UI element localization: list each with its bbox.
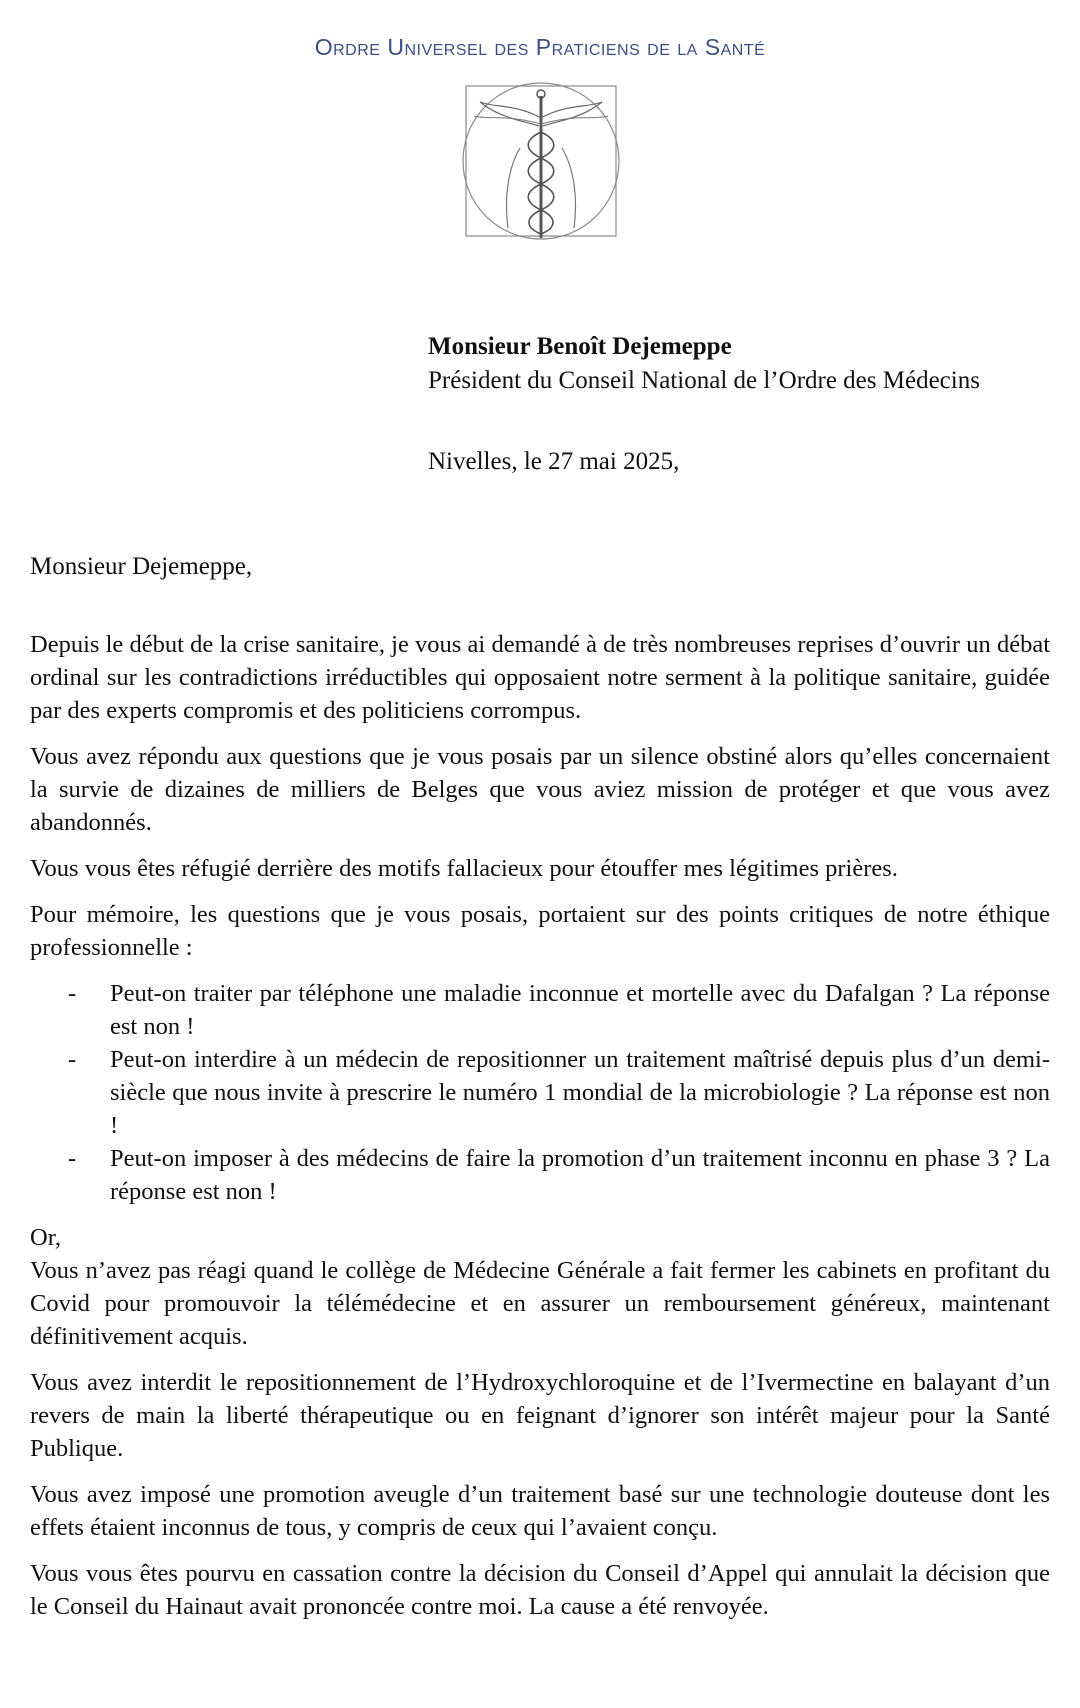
bullet-dash: - — [68, 980, 77, 1007]
bullet-dash: - — [68, 1046, 77, 1073]
question-text: Peut-on imposer à des médecins de faire la promotion d’un traitement inconnu en phase 3 ? La réponse est non ! — [110, 1145, 1050, 1205]
paragraph: Vous vous êtes pourvu en cassation contre la décision du Conseil d’Appel qui annulait la décision que le Conseil du Hainaut avait prononcée contre moi. La cause a été renvoyée. — [30, 1560, 1050, 1620]
paragraph: Vous n’avez pas réagi quand le collège de Médecine Générale a fait fermer les cabinets en profitant du Covid pour promouvoir la télémédecine et en assurer un remboursement généreux, maintenant définitivement acquis. — [30, 1257, 1050, 1350]
bullet-dash: - — [68, 1145, 77, 1172]
question-text: Peut-on traiter par téléphone une maladie inconnue et mortelle avec du Dafalgan ? La réponse est non ! — [110, 980, 1050, 1040]
question-text: Peut-on interdire à un médecin de repositionner un traitement maîtrisé depuis plus d’un demi-siècle que nous invite à prescrire le numéro 1 mondial de la microbiologie ? La réponse est non ! — [110, 1046, 1050, 1139]
list-item — [30, 1043, 1050, 1142]
recipient-name: Monsieur Benoît Dejemeppe — [428, 333, 732, 360]
caduceus-vitruvian-icon — [458, 78, 624, 244]
questions-list — [30, 977, 1050, 1208]
organization-header: Ordre Universel des Praticiens de la Santé — [314, 34, 766, 60]
paragraph: Vous avez interdit le repositionnement de l’Hydroxychloroquine et de l’Ivermectine en balayant d’un revers de main la liberté thérapeutique ou en feignant d’ignorer son intérêt majeur pour la Santé Publique. — [30, 1369, 1050, 1462]
paragraph: Vous vous êtes réfugié derrière des motifs fallacieux pour étouffer mes légitimes prières. — [30, 855, 898, 882]
recipient-title: Président du Conseil National de l’Ordre des Médecins — [428, 367, 980, 394]
paragraph: Vous avez imposé une promotion aveugle d’un traitement basé sur une technologie douteuse dont les effets étaient inconnus de tous, y compris de ceux qui l’avaient conçu. — [30, 1481, 1050, 1541]
paragraph: Depuis le début de la crise sanitaire, je vous ai demandé à de très nombreuses reprises d’ouvrir un débat ordinal sur les contradictions irréductibles qui opposaient notre serment à la politique sanitaire, guidée par des experts compromis et des politiciens corrompus. — [30, 631, 1050, 724]
recipient-block — [428, 330, 980, 398]
letter-body — [30, 628, 1050, 1636]
list-item — [30, 977, 1050, 1043]
transition-text: Or, — [30, 1224, 61, 1251]
list-item — [30, 1142, 1050, 1208]
paragraph: Pour mémoire, les questions que je vous posais, portaient sur des points critiques de notre éthique professionnelle : — [30, 901, 1050, 961]
paragraph: Vous avez répondu aux questions que je vous posais par un silence obstiné alors qu’elles concernaient la survie de dizaines de milliers de Belges que vous aviez mission de protéger et que vous avez abandonnés. — [30, 743, 1050, 836]
salutation: Monsieur Dejemeppe, — [30, 553, 253, 580]
place-date: Nivelles, le 27 mai 2025, — [428, 448, 680, 475]
